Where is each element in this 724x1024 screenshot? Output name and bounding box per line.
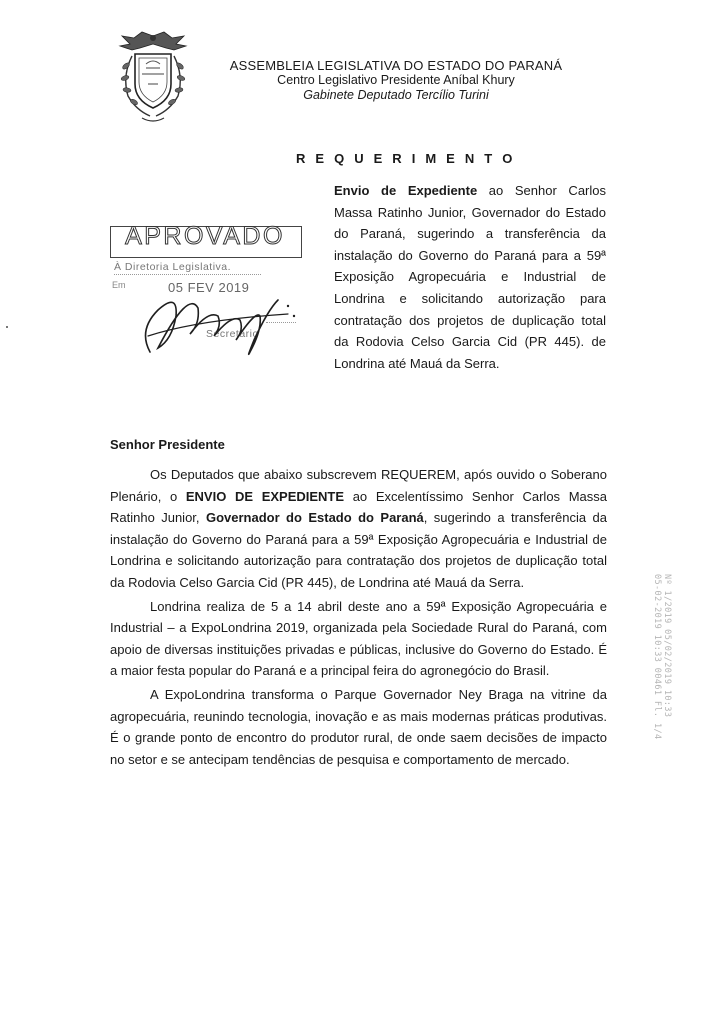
request-summary	[334, 180, 606, 374]
summary-lead: Envio de Expediente	[334, 183, 478, 198]
scan-speck	[6, 326, 8, 328]
assembly-name: ASSEMBLEIA LEGISLATIVA DO ESTADO DO PARANÁ	[229, 58, 563, 73]
protocol-line-2: 05-02-2019 10:33 00461 Fl. 1/4	[652, 574, 662, 740]
p1-text-e: , sugerindo a transferência da instalação do Governo do Paraná para a 59ª Exposição Agropecuária e Industrial de Londrina e solicitando autorização para contratação dos projetos de duplicação total da Rodovia Celso Garcia Cid (PR 445), de Londrina até Mauá da Serra.	[110, 510, 607, 590]
stamp-date: 05 FEV 2019	[168, 280, 250, 295]
office-name: Gabinete Deputado Tercílio Turini	[303, 88, 489, 102]
approval-stamp	[106, 218, 306, 348]
p1-text-c: ao Excelentíssimo Senhor Carlos Massa Ratinho Junior,	[110, 488, 607, 526]
stamp-role: Secretário	[206, 328, 259, 340]
paragraph-request	[110, 464, 607, 594]
handwritten-signature	[128, 270, 308, 360]
document-body	[110, 464, 607, 772]
document-title: R E Q U E R I M E N T O	[296, 151, 516, 166]
p1-text-a: Os Deputados que abaixo subscrevem REQUEREM, após ouvido o Soberano Plenário, o	[110, 467, 607, 504]
letterhead	[226, 58, 566, 103]
p1-emphasis-expediente: ENVIO DE EXPEDIENTE	[185, 488, 345, 504]
stamp-prefix: Em	[112, 280, 126, 290]
paragraph-vitrine: A ExpoLondrina transforma o Parque Governador Ney Braga na vitrine da agropecuária, reunindo tecnologia, inovação e as mais modernas práticas produtivas. É o grande ponto de encontro do produtor rural, de onde saem decisões de impacto no setor e se antecipam tendências de pesquisa e comportamento de mercado.	[110, 686, 607, 767]
salutation: Senhor Presidente	[110, 437, 225, 452]
protocol-line-1: Nº 1/2019 05/02/2019 10:33	[662, 574, 672, 718]
p1-emphasis-governador: Governador do Estado do Paraná	[205, 510, 424, 526]
state-coat-of-arms-icon	[112, 30, 194, 126]
paragraph-expolondrina: Londrina realiza de 5 a 14 abril deste ano a 59ª Exposição Agropecuária e Industrial – a ExpoLondrina 2019, organizada pela Sociedade Rural do Paraná, com apoio de diversas instituições privadas e públicas, inclusive do Governo do Estado. É a maior festa popular do Paraná e a principal feira do agronegócio do Brasil.	[110, 598, 607, 679]
legislative-center-name: Centro Legislativo Presidente Aníbal Khury	[277, 73, 515, 87]
stamp-destination: À Diretoria Legislativa.	[114, 261, 232, 273]
protocol-side-stamp	[652, 574, 672, 874]
summary-text: ao Senhor Carlos Massa Ratinho Junior, Governador do Estado do Paraná, sugerindo a transferência da instalação do Governo do Paraná para a 59ª Exposição Agropecuária e Industrial de Londrina e solicitando autorização para contratação dos projetos de duplicação total da Rodovia Celso Garcia Cid (PR 445). de Londrina até Mauá da Serra.	[334, 183, 606, 371]
stamp-approved-word: APROVADO	[125, 222, 285, 250]
